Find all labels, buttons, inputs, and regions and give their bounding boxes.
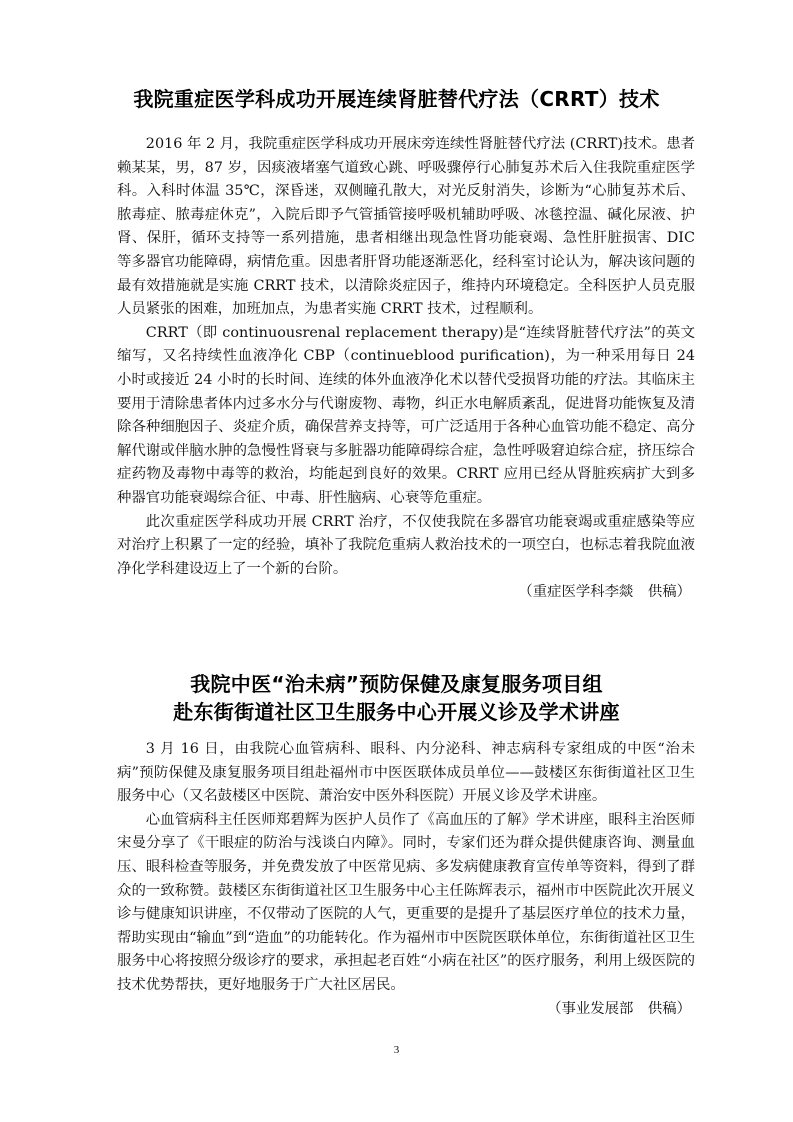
article-crrt	[0, 85, 793, 601]
paragraph: 2016 年 2 月，我院重症医学科成功开展床旁连续性肾脏替代疗法 (CRRT)技术。患者赖某某，男，87 岁，因痰液堵塞气道致心跳、呼吸骤停行心肺复苏术后入住我院重症医学科。入科时体温 35℃，深昏迷，双侧瞳孔散大，对光反射消失，诊断为“心肺复苏术后、脓毒症、脓毒症休克”，入院后即予气管插管接呼吸机辅助呼吸、冰毯控温、碱化尿液、护肾、保肝，循环支持等一系列措施，患者相继出现急性肾功能衰竭、急性肝脏损害、DIC 等多器官功能障碍，病情危重。因患者肝肾功能逐渐恶化，经科室讨论认为，解决该问题的最有效措施就是实施 CRRT 技术，以清除炎症因子，维持内环境稳定。全科医护人员克服人员紧张的困难，加班加点，为患者实施 CRRT 技术，过程顺利。	[117, 136, 695, 318]
page-number: 3	[393, 1044, 400, 1056]
article-title-line: 赴东街街道社区卫生服务中心开展义诊及学术讲座	[173, 700, 620, 724]
article-title-line: 我院重症医学科成功开展连续肾脏替代疗法（CRRT）技术	[133, 87, 660, 111]
article-tcm-clinic	[0, 670, 793, 1017]
byline: （事业发展部 供稿）	[547, 1000, 691, 1017]
paragraph: 心血管病科主任医师郑碧辉为医护人员作了《高血压的了解》学术讲座，眼科主治医师宋曼分享了《干眼症的防治与浅谈白内障》。同时，专家们还为群众提供健康咨询、测量血压、眼科检查等服务，并免费发放了中医常见病、多发病健康教育宣传单等资料，得到了群众的一致称赞。鼓楼区东街街道社区卫生服务中心主任陈辉表示，福州市中医院此次开展义诊与健康知识讲座，不仅带动了医院的人气，更重要的是提升了基层医疗单位的技术力量，帮助实现由“输血”到“造血”的功能转化。作为福州市中医院医联体单位，东街街道社区卫生服务中心将按照分级诊疗的要求，承担起老百姓“小病在社区”的医疗服务，利用上级医院的技术优势帮扶，更好地服务于广大社区居民。	[117, 811, 695, 993]
article-title	[0, 670, 793, 726]
paragraph: 此次重症医学科成功开展 CRRT 治疗，不仅使我院在多器官功能衰竭或重症感染等应对治疗上积累了一定的经验，填补了我院危重病人救治技术的一项空白，也标志着我院血液净化学科建设迈上了一个新的台阶。	[117, 513, 695, 577]
article-title-line: 我院中医“治未病”预防保健及康复服务项目组	[190, 672, 603, 696]
paragraph: CRRT（即 continuousrenal replacement therapy)是“连续肾脏替代疗法”的英文缩写，又名持续性血液净化 CBP（continueblood purification)，为一种采用每日 24 小时或接近 24 小时的长时间、连续的体外血液净化术以替代受损肾功能的疗法。其临床主要用于清除患者体内过多水分与代谢废物、毒物，纠正水电解质紊乱，促进肾功能恢复及清除各种细胞因子、炎症介质，确保营养支持等，可广泛适用于各种心血管功能不稳定、高分解代谢或伴脑水肿的急慢性肾衰与多脏器功能障碍综合症，急性呼吸窘迫综合症，挤压综合症药物及毒物中毒等的救治，均能起到良好的效果。CRRT 应用已经从肾脏疾病扩大到多种器官功能衰竭综合征、中毒、肝性脑病、心衰等危重症。	[117, 324, 695, 506]
article-body	[117, 738, 695, 1021]
paragraph: 3 月 16 日，由我院心血管病科、眼科、内分泌科、神志病科专家组成的中医“治未病”预防保健及康复服务项目组赴福州市中医医联体成员单位——鼓楼区东街街道社区卫生服务中心（又名鼓楼区中医院、萧治安中医外科医院）开展义诊及学术讲座。	[117, 741, 695, 805]
article-title	[0, 85, 793, 113]
article-body	[117, 133, 695, 605]
byline: （重症医学科李燚 供稿）	[518, 584, 691, 601]
